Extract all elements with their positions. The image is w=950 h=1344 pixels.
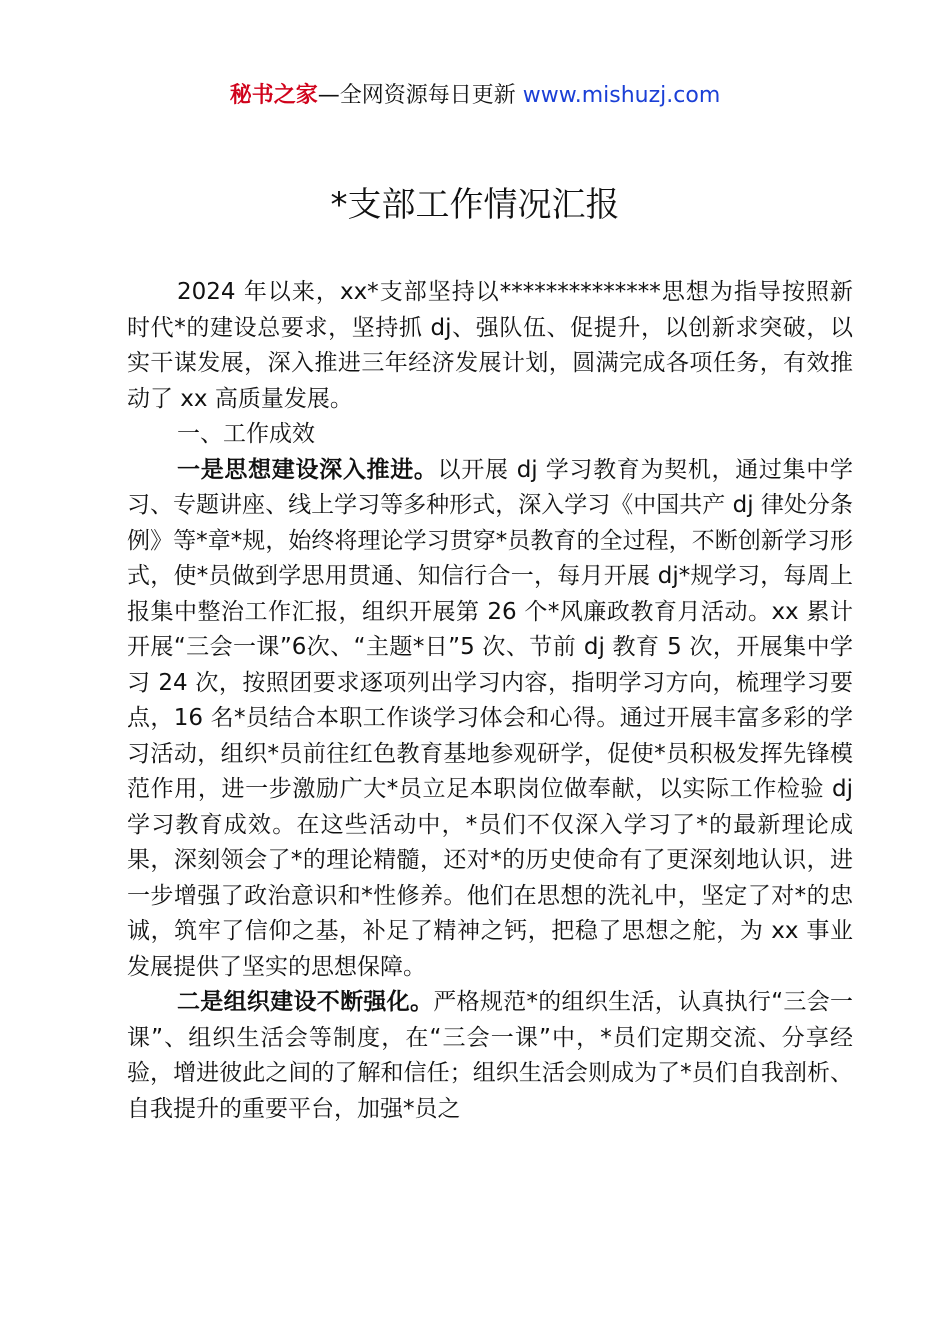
- site-header: [0, 80, 950, 112]
- intro-paragraph: 2024 年以来，xx*支部坚持以**************思想为指导按照新时代*的建设总要求，坚持抓 dj、强队伍、促提升，以创新求突破，以实干谋发展，深入推进三年经济发展计划，圆满完成各项任务，有效推动了 xx 高质量发展。: [127, 279, 853, 412]
- brand-name: 秘书之家: [229, 83, 318, 108]
- document-title: *支部工作情况汇报: [330, 185, 620, 225]
- header-tagline: —全网资源每日更新: [317, 83, 523, 108]
- paragraph-text: 以开展 dj 学习教育为契机，通过集中学习、专题讲座、线上学习等多种形式，深入学习《中国共产 dj 律处分条例》等*章*规，始终将理论学习贯穿*员教育的全过程，不断创新学习形式，使*员做到学思用贯通、知信行合一，每月开展 dj*规学习，每周上报集中整治工作汇报，组织开展第 26 个*风廉政教育月活动。xx 累计开展“三会一课”6次、“主题*日”5 次、节前 dj 教育 5 次，开展集中学习 24 次，按照团要求逐项列出学习内容，指明学习方向，梳理学习要点，16 名*员结合本职工作谈学习体会和心得。通过开展丰富多彩的学习活动，组织*员前往红色教育基地参观研学，促使*员积极发挥先锋模范作用，进一步激励广大*员立足本职岗位做奉献，以实际工作检验 dj 学习教育成效。在这些活动中，*员们不仅深入学习了*的最新理论成果，深刻领会了*的理论精髓，还对*的历史使命有了更深刻地认识，进一步增强了政治意识和*性修养。他们在思想的洗礼中，坚定了对*的忠诚，筑牢了信仰之基，补足了精神之钙，把稳了思想之舵，为 xx 事业发展提供了坚实的思想保障。: [127, 456, 854, 980]
- paragraph-text: 严格规范*的组织生活，认真执行“三会一课”、组织生活会等制度，在“三会一课”中，*员们定期交流、分享经验，增进彼此之间的了解和信任；组织生活会则成为了*员们自我剖析、自我提升的重要平台，加强*员之: [127, 989, 854, 1122]
- paragraph-organization: [127, 985, 853, 1127]
- paragraph-lead: 一是思想建设深入推进。: [177, 456, 438, 483]
- site-url: www.mishuzj.com: [522, 83, 721, 108]
- paragraph-lead: 二是组织建设不断强化。: [177, 989, 434, 1015]
- section-heading: 一、工作成效: [177, 421, 315, 447]
- paragraph-ideology: [127, 453, 853, 986]
- document-body: [127, 275, 853, 1127]
